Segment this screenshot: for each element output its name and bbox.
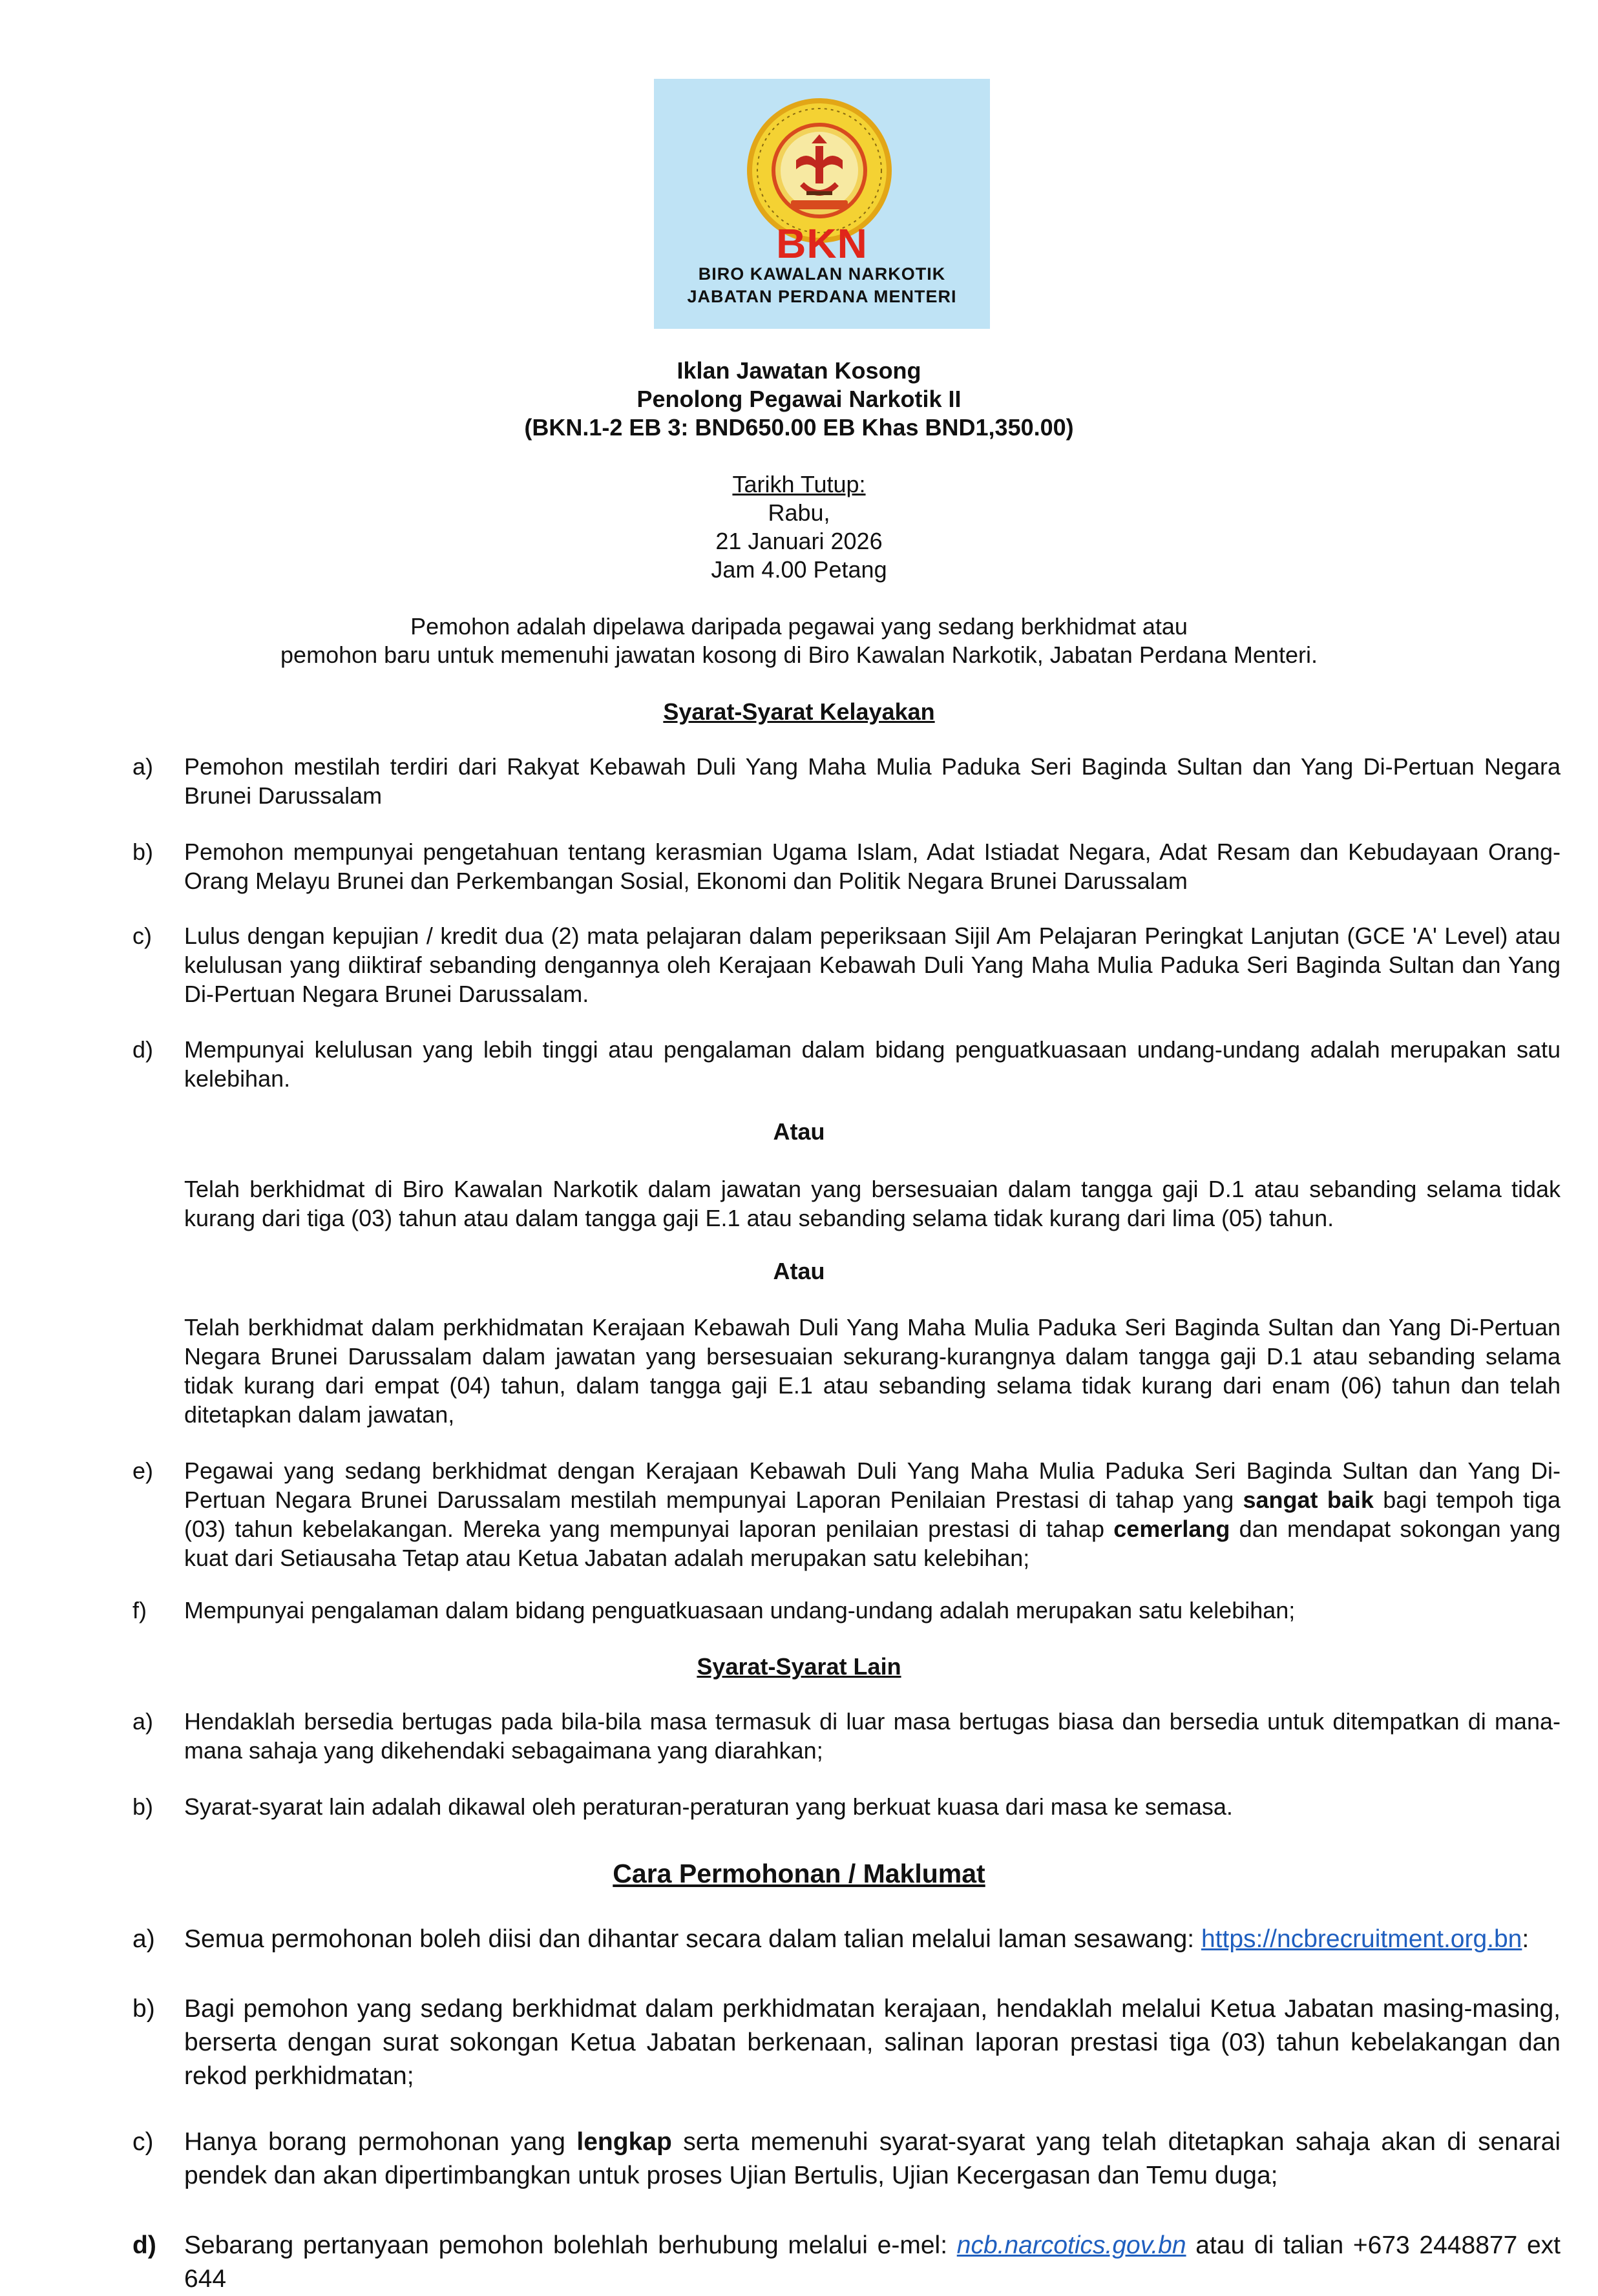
item-label: d) [132,2231,156,2259]
eligibility-item-c [132,921,1561,1008]
item-label: d) [132,1036,154,1063]
application-item-b [132,1992,1561,2093]
intro-line-1: Pemohon adalah dipelawa daripada pegawai yang sedang berkhidmat atau [410,613,1188,640]
header-title: Iklan Jawatan Kosong [677,357,921,384]
eligibility-item-b [132,837,1561,895]
item-text: Hanya borang permohonan yang lengkap serta memenuhi syarat-syarat yang telah ditetapkan sahaja akan di senarai pendek dan akan dipertimbangkan untuk proses Ujian Bertulis, Ujian Kecergasan dan Temu duga; [184,2128,1561,2189]
application-item-d [132,2229,1561,2296]
application-item-c [132,2125,1561,2193]
header-position: Penolong Pegawai Narkotik II [636,386,962,412]
item-label: c) [132,923,152,949]
item-text: Syarat-syarat lain adalah dikawal oleh peraturan-peraturan yang berkuat kuasa dari masa ke semasa. [184,1793,1233,1820]
eligibility-item-e [132,1456,1561,1572]
header-salary-scale: (BKN.1-2 EB 3: BND650.00 EB Khas BND1,350.00) [524,414,1074,441]
recruitment-link[interactable]: https://ncbrecruitment.org.bn [1201,1925,1522,1953]
item-text: Lulus dengan kepujian / kredit dua (2) mata pelajaran dalam peperiksaan Sijil Am Pelajaran Peringkat Lanjutan (GCE 'A' Level) atau kelulusan yang diiktiraf sebanding dengannya oleh Kerajaan Kebawah Duli Yang Maha Mulia Paduka Seri Baginda Sultan dan Yang Di-Pertuan Negara Brunei Darussalam. [184,923,1561,1007]
or-separator-2: Atau [773,1258,825,1284]
item-text: Pegawai yang sedang berkhidmat dengan Kerajaan Kebawah Duli Yang Maha Mulia Paduka Seri Baginda Sultan dan Yang Di-Pertuan Negara Brunei Darussalam mestilah mempunyai Laporan Penilaian Prestasi di tahap yang sangat baik bagi tempoh tiga (03) tahun kebelakangan. Mereka yang mempunyai laporan penilaian prestasi di tahap cemerlang dan mendapat sokongan yang kuat dari Setiausaha Tetap atau Ketua Jabatan adalah merupakan satu kelebihan; [184,1457,1561,1571]
item-text: Bagi pemohon yang sedang berkhidmat dalam perkhidmatan kerajaan, hendaklah melalui Ketua Jabatan masing-masing, berserta dengan surat sokongan Ketua Jabatan berkenaan, salinan laporan prestasi tiga (03) tahun kebelakangan dan rekod perkhidmatan; [184,1995,1561,2090]
eligibility-item-d [132,1035,1561,1093]
logo-org-line-2: JABATAN PERDANA MENTERI [687,287,957,306]
logo-org-line-1: BIRO KAWALAN NARKOTIK [698,264,946,284]
alternative-1: Telah berkhidmat di Biro Kawalan Narkotik dalam jawatan yang bersesuaian dalam tangga gaji D.1 atau sebanding selama tidak kurang dari tiga (03) tahun atau dalam tangga gaji E.1 atau sebanding selama tidak kurang dari lima (05) tahun. [184,1176,1561,1231]
or-separator-1: Atau [773,1118,825,1145]
other-item-b [132,1792,1561,1821]
closing-date: 21 Januari 2026 [715,528,883,554]
item-text: Sebarang pertanyaan pemohon bolehlah berhubung melalui e-mel: ncb.narcotics.gov.bn atau di talian +673 2448877 ext 644 [184,2231,1561,2293]
item-label: b) [132,1793,154,1820]
other-item-a [132,1707,1561,1765]
closing-time: Jam 4.00 Petang [711,556,887,583]
item-label: b) [132,839,154,865]
alternative-2: Telah berkhidmat dalam perkhidmatan Kerajaan Kebawah Duli Yang Maha Mulia Paduka Seri Baginda Sultan dan Yang Di-Pertuan Negara Brunei Darussalam dalam jawatan yang bersesuaian sekurang-kurangnya dalam tangga gaji D.1 atau sebanding selama tidak kurang dari empat (04) tahun, dalam tangga gaji E.1 atau sebanding selama tidak kurang dari enam (06) tahun dan telah ditetapkan dalam jawatan, [184,1314,1561,1428]
application-item-a [132,1923,1561,1956]
eligibility-heading: Syarat-Syarat Kelayakan [663,698,935,725]
closing-day: Rabu, [768,499,830,526]
other-heading: Syarat-Syarat Lain [697,1653,901,1680]
item-text: Pemohon mempunyai pengetahuan tentang kerasmian Ugama Islam, Adat Istiadat Negara, Adat Resam dan Kebudayaan Orang-Orang Melayu Brunei dan Perkembangan Sosial, Ekonomi dan Politik Negara Brunei Darussalam [184,839,1561,894]
application-heading: Cara Permohonan / Maklumat [613,1859,985,1888]
item-text: Pemohon mestilah terdiri dari Rakyat Kebawah Duli Yang Maha Mulia Paduka Seri Baginda Sultan dan Yang Di-Pertuan Negara Brunei Darussalam [184,753,1561,809]
item-text: Semua permohonan boleh diisi dan dihantar secara dalam talian melalui laman sesawang: https://ncbrecruitment.org.bn: [184,1925,1530,1953]
eligibility-item-a [132,752,1561,810]
email-link[interactable]: ncb.narcotics.gov.bn [956,2231,1186,2259]
logo-acronym: BKN [776,220,868,267]
eligibility-item-f [132,1596,1561,1625]
item-label: c) [132,2128,154,2156]
intro-line-2: pemohon baru untuk memenuhi jawatan kosong di Biro Kawalan Narkotik, Jabatan Perdana Menteri. [280,642,1318,668]
item-text: Hendaklah bersedia bertugas pada bila-bila masa termasuk di luar masa bertugas biasa dan bersedia untuk ditempatkan di mana-mana sahaja yang dikehendaki sebagaimana yang diarahkan; [184,1708,1561,1764]
item-text: Mempunyai kelulusan yang lebih tinggi atau pengalaman dalam bidang penguatkuasaan undang-undang adalah merupakan satu kelebihan. [184,1036,1561,1092]
closing-label: Tarikh Tutup: [732,471,866,497]
item-label: a) [132,1925,155,1953]
item-label: f) [132,1597,147,1623]
item-label: a) [132,753,154,780]
item-label: e) [132,1457,154,1484]
item-label: b) [132,1995,155,2023]
item-label: a) [132,1708,154,1735]
bkn-logo [654,79,990,329]
item-text: Mempunyai pengalaman dalam bidang penguatkuasaan undang-undang adalah merupakan satu kelebihan; [184,1597,1296,1623]
